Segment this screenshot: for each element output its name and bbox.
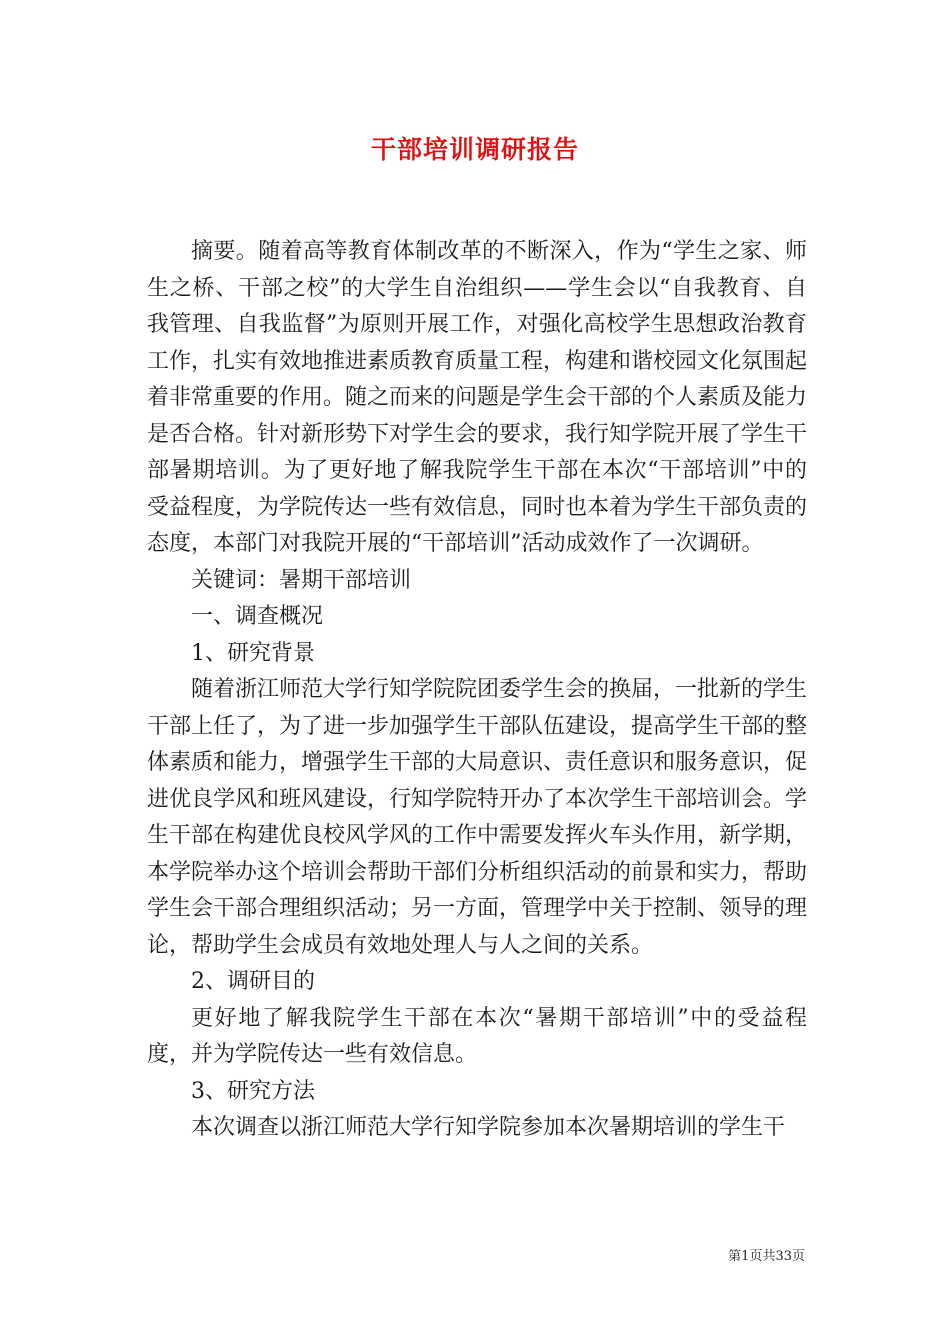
footer-total-pages: 33 (775, 1249, 792, 1264)
abstract-paragraph: 摘要。随着高等教育体制改革的不断深入，作为“学生之家、师生之桥、干部之校”的大学生自治组织——学生会以“自我教育、自我管理、自我监督”为原则开展工作，对强化高校学生思想政治教育工作，扎实有效地推进素质教育质量工程，构建和谐校园文化氛围起着非常重要的作用。随之而来的问题是学生会干部的个人素质及能力是否合格。针对新形势下对学生会的要求，我行知学院开展了学生干部暑期培训。为了更好地了解我院学生干部在本次“干部培训”中的受益程度，为学院传达一些有效信息，同时也本着为学生干部负责的态度，本部门对我院开展的“干部培训”活动成效作了一次调研。 (147, 239, 808, 556)
method-paragraph: 本次调查以浙江师范大学行知学院参加本次暑期培训的学生干 (191, 1115, 786, 1140)
subsection-heading-background: 1、研究背景 (191, 640, 315, 666)
document-title: 干部培训调研报告 (370, 135, 579, 164)
document-body (147, 234, 807, 1147)
footer-middle: 页共 (749, 1249, 776, 1264)
purpose-paragraph: 更好地了解我院学生干部在本次“暑期干部培训”中的受益程度，并为学院传达一些有效信息。 (147, 1005, 807, 1067)
page-footer (728, 1245, 805, 1264)
subsection-heading-purpose: 2、调研目的 (191, 969, 315, 994)
keywords-line: 关键词：暑期干部培训 (191, 567, 412, 593)
footer-prefix: 第 (728, 1249, 742, 1264)
footer-suffix: 页 (791, 1249, 805, 1264)
subsection-heading-method: 3、研究方法 (191, 1078, 315, 1104)
footer-page-number: 1 (741, 1249, 750, 1264)
section-heading-overview: 一、调查概况 (191, 604, 324, 629)
background-paragraph: 随着浙江师范大学行知学院院团委学生会的换届，一批新的学生干部上任了，为了进一步加强学生干部队伍建设，提高学生干部的整体素质和能力，增强学生干部的大局意识、责任意识和服务意识，促进优良学风和班风建设，行知学院特开办了本次学生干部培训会。学生干部在构建优良校风学风的工作中需要发挥火车头作用，新学期，本学院举办这个培训会帮助干部们分析组织活动的前景和实力，帮助学生会干部合理组织活动；另一方面，管理学中关于控制、领导的理论，帮助学生会成员有效地处理人与人之间的关系。 (147, 677, 808, 958)
